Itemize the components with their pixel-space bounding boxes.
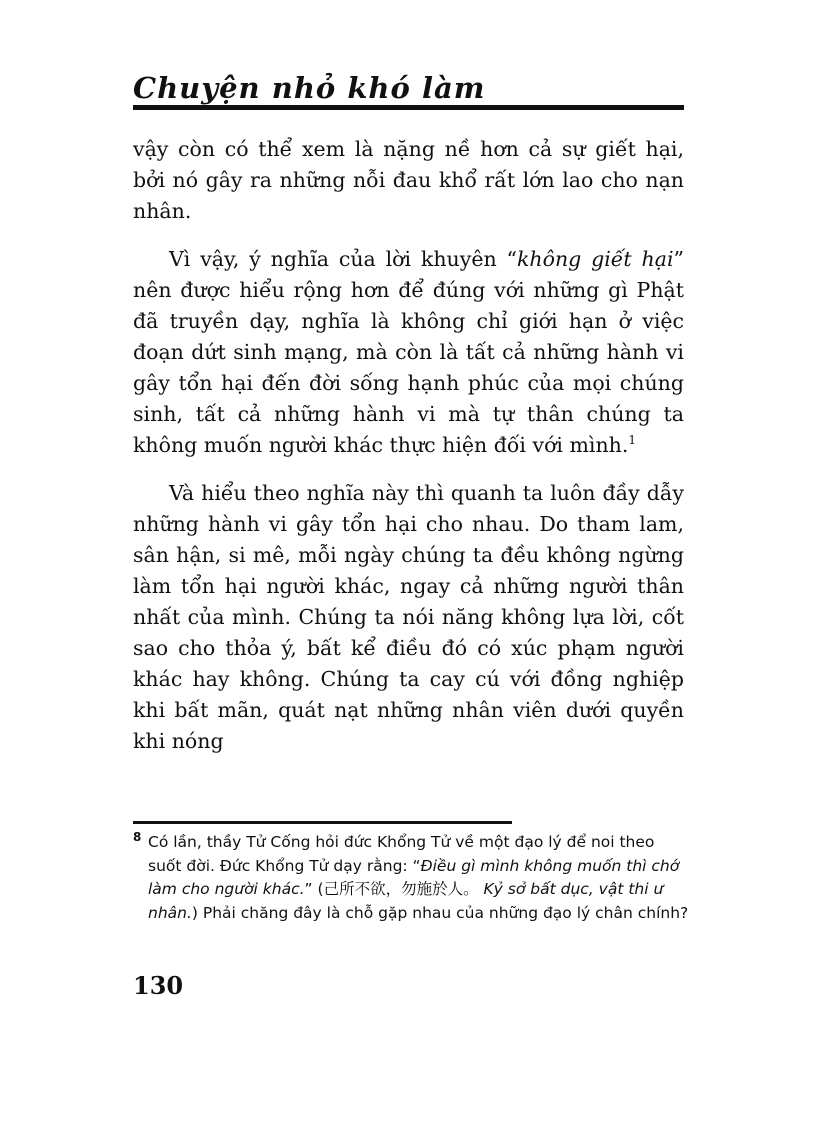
page-number: 130 bbox=[133, 971, 184, 1000]
footnote-chinese: 己所不欲，勿施於人。 bbox=[323, 880, 479, 898]
paragraph-2-emphasis: không giết hại bbox=[516, 247, 674, 271]
footnote-text-c: ) Phải chăng đây là chỗ gặp nhau của những đạo lý chân chính? bbox=[191, 903, 689, 922]
paragraph-3: Và hiểu theo nghĩa này thì quanh ta luôn đầy dẫy những hành vi gây tổn hại cho nhau. Do tham lam, sân hận, si mê, mỗi ngày chúng ta đều không ngừng làm tổn hại người khác, ngay cả những người thân nhất của mình. Chúng ta nói năng không lựa lời, cốt sao cho thỏa ý, bất kể điều đó có xúc phạm người khác hay không. Chúng ta cay cú với đồng nghiệp khi bất mãn, quát nạt những nhân viên dưới quyền khi nóng bbox=[133, 481, 684, 753]
paragraph-2-text-b: ” nên được hiểu rộng hơn để đúng với những gì Phật đã truyền dạy, nghĩa là không chỉ giới hạn ở việc đoạn dứt sinh mạng, mà còn là tất cả những hành vi gây tổn hại đến đời sống hạnh phúc của mọi chúng sinh, tất cả những hành vi mà tự thân chúng ta không muốn người khác thực hiện đối với mình. bbox=[133, 247, 684, 457]
body-text bbox=[133, 134, 684, 774]
paragraph-1: vậy còn có thể xem là nặng nề hơn cả sự giết hại, bởi nó gây ra những nỗi đau khổ rất lớn lao cho nạn nhân. bbox=[133, 137, 684, 223]
footnote-transliteration: Kỷ sở bất dục, vật thi ư nhân. bbox=[148, 880, 664, 922]
footnote-rule bbox=[133, 821, 512, 824]
paragraph-2-text-a: Vì vậy, ý nghĩa của lời khuyên “ bbox=[169, 247, 517, 271]
running-head-title: Chuyện nhỏ khó làm bbox=[133, 71, 486, 105]
running-head bbox=[133, 68, 688, 112]
paragraph-2 bbox=[133, 244, 684, 461]
footnote: 8 Có lần, thầy Tử Cống hỏi đức Khổng Tử về một đạo lý để noi theo suốt đời. Đức Khổng Tử dạy rằng: “Điều gì mình không muốn thì chớ làm cho người khác.” (己所不欲，勿施於人。 Kỷ sở bất dục, vật thi ư nhân.) Phải chăng đây là chỗ gặp nhau của những đạo lý chân chính? bbox=[133, 829, 689, 922]
footnote-quote: Điều gì mình không muốn thì chớ làm cho người khác. bbox=[148, 856, 680, 898]
footnote-text-a: Có lần, thầy Tử Cống hỏi đức Khổng Tử về một đạo lý để noi theo suốt đời. Đức Khổng Tử dạy rằng: “ bbox=[148, 833, 655, 875]
running-head-rule bbox=[133, 105, 684, 110]
footnote-reference: 1 bbox=[628, 433, 637, 448]
footnote-text-b: ” ( bbox=[304, 880, 324, 898]
